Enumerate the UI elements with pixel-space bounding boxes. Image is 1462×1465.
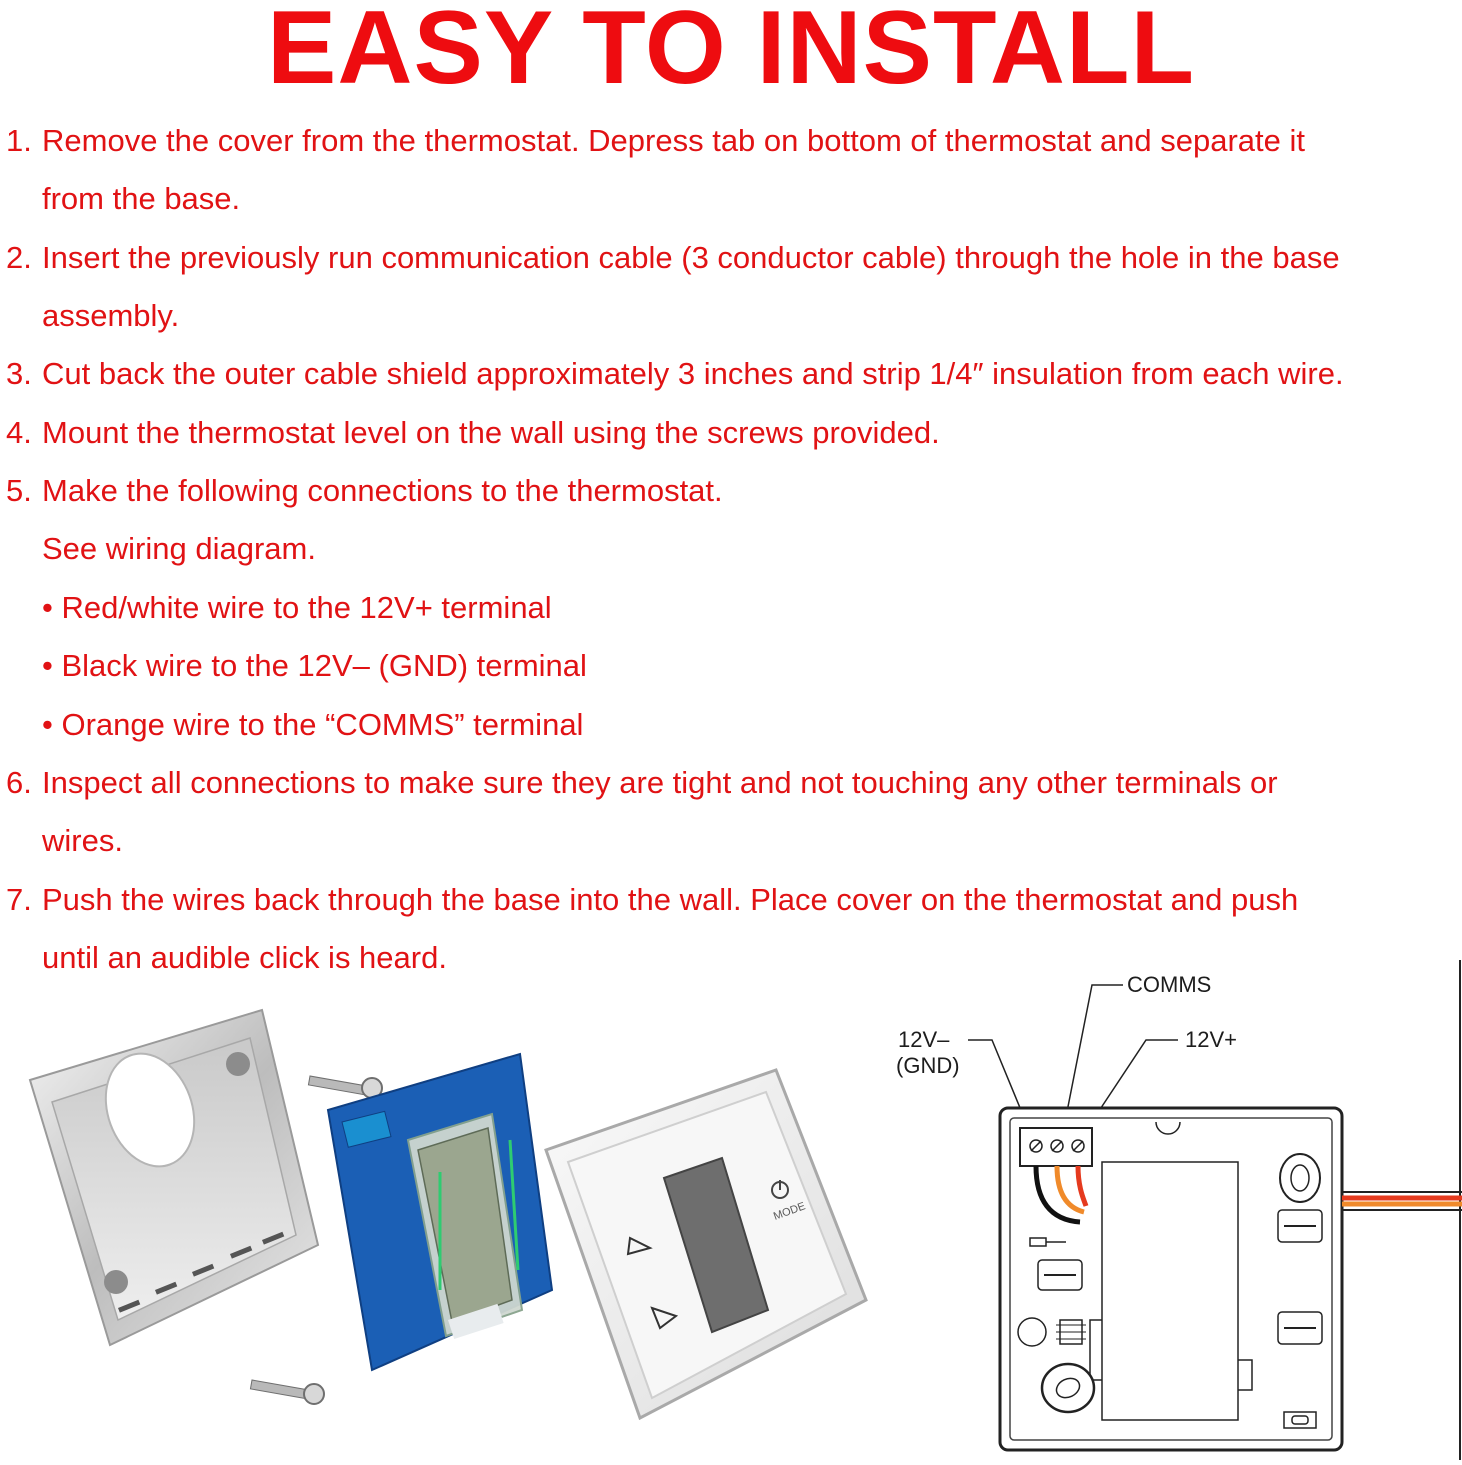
step-text: from the base.: [42, 181, 241, 216]
bullet-text: • Orange wire to the “COMMS” terminal: [42, 707, 584, 742]
step-text: Mount the thermostat level on the wall using the screws provided.: [42, 415, 940, 450]
step-number: 3.: [6, 356, 32, 391]
step-text: Insert the previously run communication cable (3 conductor cable) through the hole in the base: [42, 240, 1340, 275]
step-number: 2.: [6, 240, 32, 275]
wiring-diagram-drawing: [880, 960, 1462, 1460]
step-text: Inspect all connections to make sure they are tight and not touching any other terminals or: [42, 765, 1278, 800]
wiring-diagram: [880, 960, 1462, 1460]
step-text: Remove the cover from the thermostat. Depress tab on bottom of thermostat and separate it: [42, 123, 1306, 158]
thermostat-cover: [546, 1070, 866, 1418]
comms-label: COMMS: [1127, 972, 1212, 997]
gnd-label: (GND): [896, 1053, 960, 1078]
positive-12v-label: 12V+: [1185, 1027, 1237, 1052]
step-text: See wiring diagram.: [42, 531, 316, 566]
mode-label: MODE: [771, 1200, 808, 1223]
thermostat-exploded-view-image: [0, 990, 880, 1460]
circuit-board: [328, 1054, 552, 1370]
step-number: 4.: [6, 415, 32, 450]
bullet-text: • Black wire to the 12V– (GND) terminal: [42, 648, 587, 683]
step-number: 7.: [6, 882, 32, 917]
step-text: Make the following connections to the thermostat.: [42, 473, 723, 508]
negative-12v-label: 12V–: [898, 1027, 950, 1052]
bullet-text: • Red/white wire to the 12V+ terminal: [42, 590, 552, 625]
step-number: 1.: [6, 123, 32, 158]
cable-exit: [1342, 1192, 1462, 1210]
step-text: Cut back the outer cable shield approximately 3 inches and strip 1/4″ insulation from each wire.: [42, 356, 1344, 391]
step-text: Push the wires back through the base into the wall. Place cover on the thermostat and push: [42, 882, 1299, 917]
step-number: 5.: [6, 473, 32, 508]
step-text: assembly.: [42, 298, 180, 333]
base-housing: [30, 1006, 318, 1345]
screw-top: [308, 1076, 382, 1098]
page-title: EASY TO INSTALL: [267, 0, 1195, 106]
step-text: wires.: [42, 823, 123, 858]
screw-bottom: [250, 1380, 324, 1404]
step-number: 6.: [6, 765, 32, 800]
exploded-view-illustration: [0, 990, 880, 1460]
step-text: until an audible click is heard.: [42, 940, 447, 975]
